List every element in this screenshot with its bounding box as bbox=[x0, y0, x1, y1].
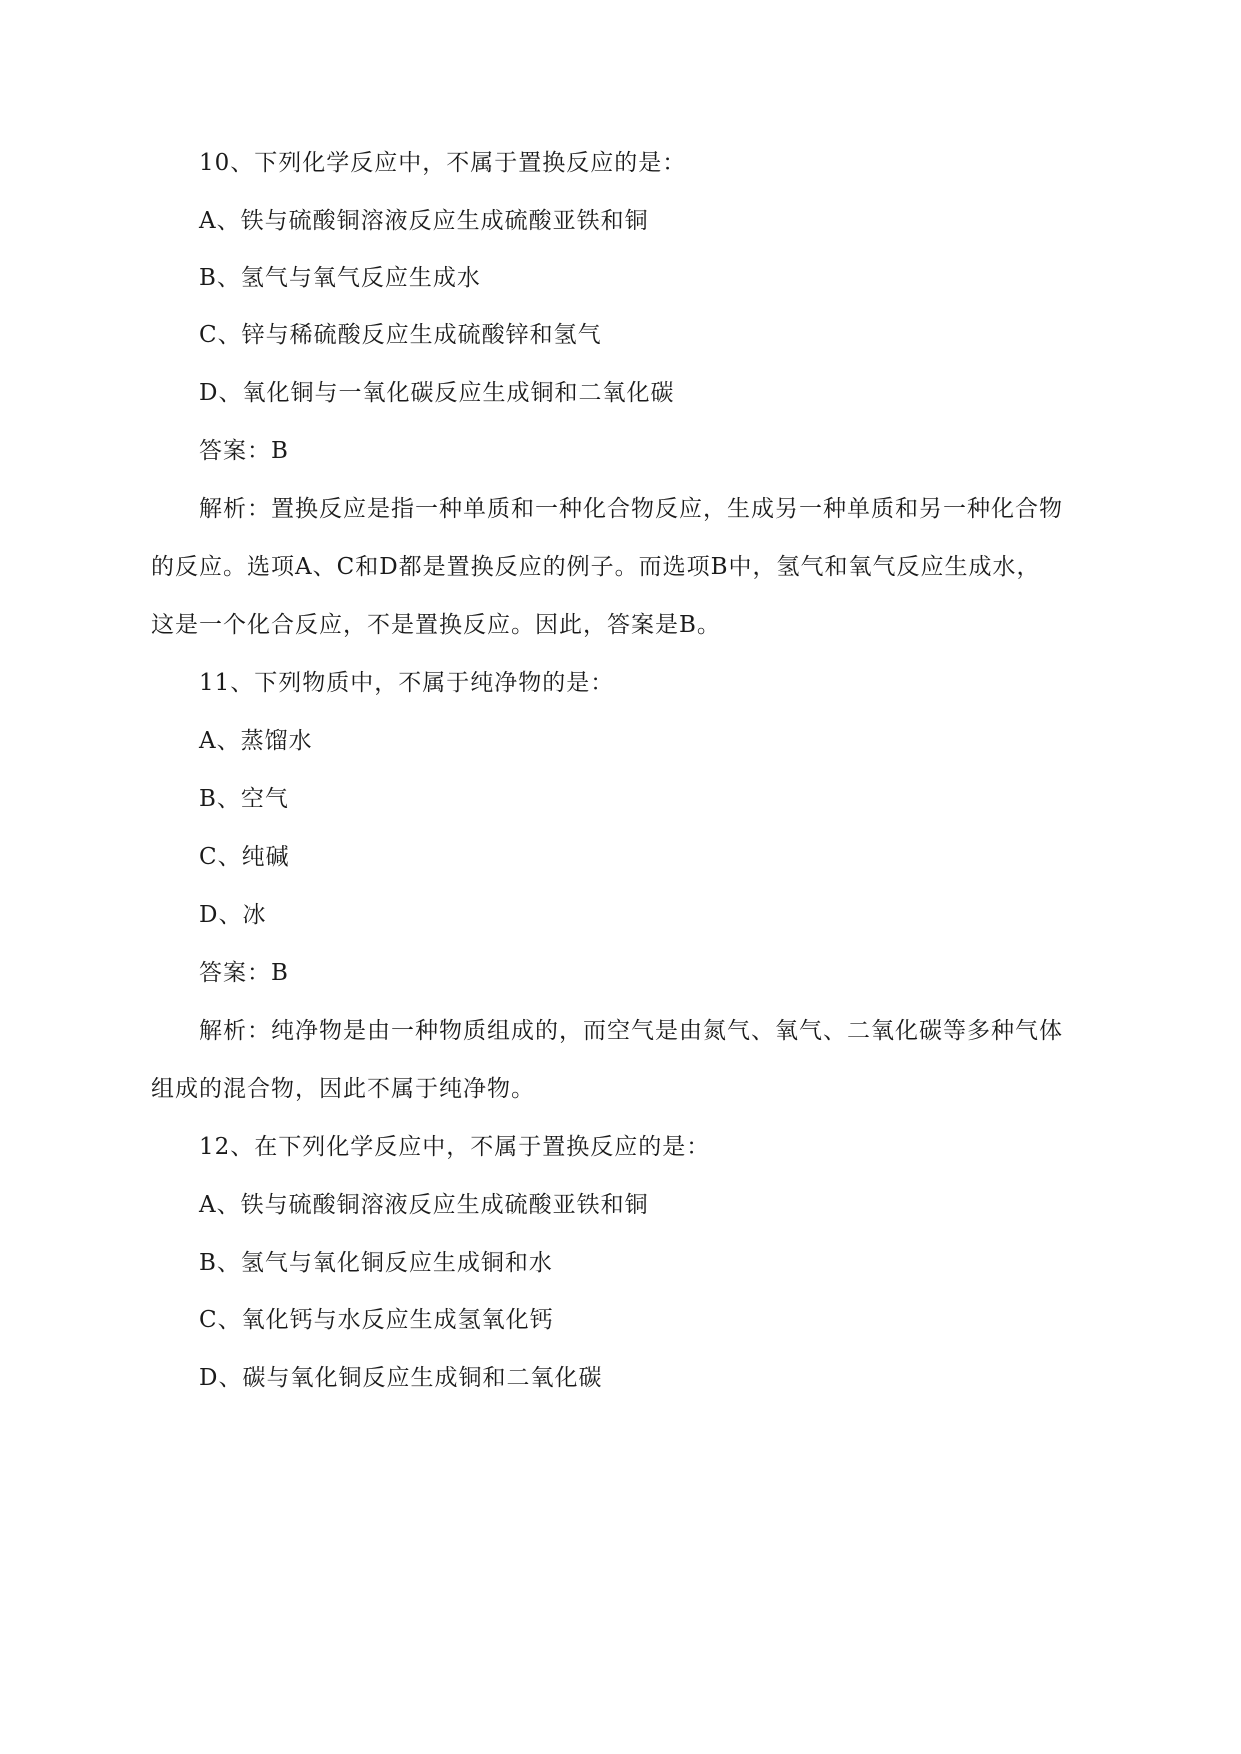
q11-option-a: A、蒸馏水 bbox=[199, 728, 313, 754]
q12-option-c: C、氧化钙与水反应生成氢氧化钙 bbox=[199, 1307, 554, 1333]
q12-option-d: D、碳与氧化铜反应生成铜和二氧化碳 bbox=[199, 1365, 603, 1391]
q10-option-b: B、氢气与氧气反应生成水 bbox=[199, 265, 481, 291]
q11-option-b: B、空气 bbox=[199, 786, 289, 812]
q10-option-d: D、氧化铜与一氧化碳反应生成铜和二氧化碳 bbox=[199, 380, 675, 406]
q11-answer: 答案：B bbox=[199, 960, 289, 986]
q12-option-a: A、铁与硫酸铜溶液反应生成硫酸亚铁和铜 bbox=[199, 1192, 649, 1218]
q10-analysis-line-3: 这是一个化合反应，不是置换反应。因此，答案是B。 bbox=[151, 612, 721, 638]
q11-option-d: D、冰 bbox=[199, 902, 267, 928]
q11-option-c: C、纯碱 bbox=[199, 844, 290, 870]
q10-answer: 答案：B bbox=[199, 438, 289, 464]
q11-analysis-line-2: 组成的混合物，因此不属于纯净物。 bbox=[151, 1076, 535, 1102]
q11-stem: 11、下列物质中，不属于纯净物的是： bbox=[199, 670, 615, 696]
q10-stem: 10、下列化学反应中，不属于置换反应的是： bbox=[199, 150, 687, 176]
q12-stem: 12、在下列化学反应中，不属于置换反应的是： bbox=[199, 1134, 711, 1160]
q11-analysis-line-1: 解析：纯净物是由一种物质组成的，而空气是由氮气、氧气、二氧化碳等多种气体 bbox=[199, 1018, 1063, 1044]
q10-option-c: C、锌与稀硫酸反应生成硫酸锌和氢气 bbox=[199, 322, 602, 348]
q12-option-b: B、氢气与氧化铜反应生成铜和水 bbox=[199, 1250, 553, 1276]
q10-analysis-line-2: 的反应。选项A、C和D都是置换反应的例子。而选项B中，氢气和氧气反应生成水， bbox=[151, 554, 1041, 580]
q10-option-a: A、铁与硫酸铜溶液反应生成硫酸亚铁和铜 bbox=[199, 208, 649, 234]
q10-analysis-line-1: 解析：置换反应是指一种单质和一种化合物反应，生成另一种单质和另一种化合物 bbox=[199, 496, 1063, 522]
